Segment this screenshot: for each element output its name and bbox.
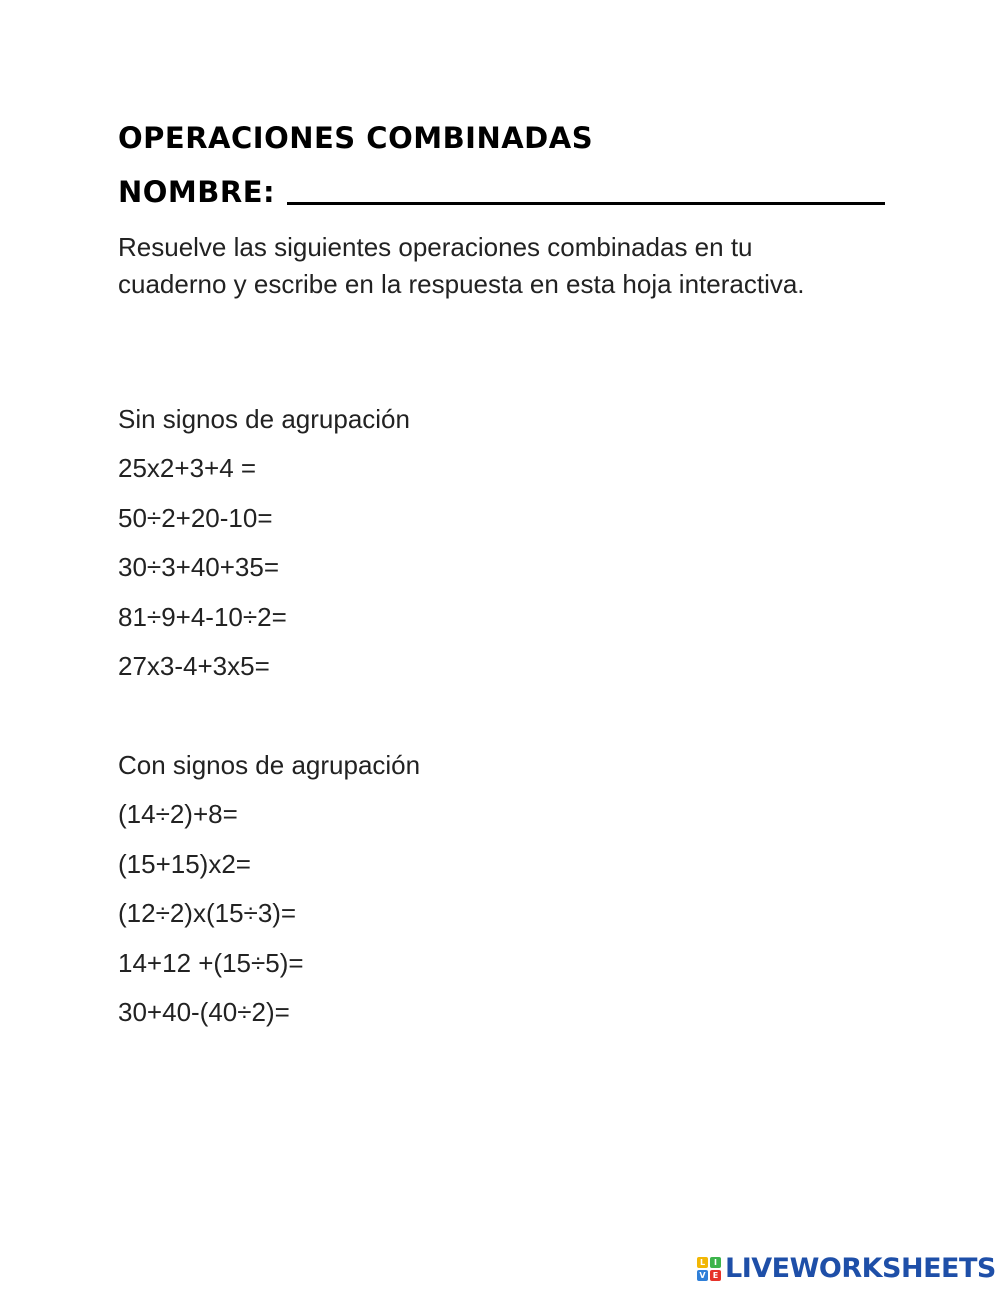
operation-item: 30+40-(40÷2)= <box>118 997 290 1027</box>
operation-item: 81÷9+4-10÷2= <box>118 601 287 632</box>
operation-item: 30÷3+40+35= <box>118 552 280 582</box>
logo-block: L <box>697 1257 708 1268</box>
operation-item: 14+12 +(15÷5)= <box>118 947 304 978</box>
logo-block: V <box>697 1270 708 1281</box>
name-blank-line[interactable] <box>287 202 885 205</box>
operation-item: 50÷2+20-10= <box>118 502 273 533</box>
operations-list-no-grouping <box>118 451 287 699</box>
liveworksheets-logo <box>697 1254 996 1284</box>
section-heading-with-grouping: Con signos de agrupación <box>118 750 421 780</box>
operation-item: 27x3-4+3x5= <box>118 651 270 681</box>
brand-name: LIVEWORKSHEETS <box>725 1253 996 1284</box>
name-row <box>118 172 885 212</box>
logo-block: E <box>710 1270 721 1281</box>
section-heading-no-grouping: Sin signos de agrupación <box>118 404 410 434</box>
name-label: NOMBRE: <box>118 175 276 209</box>
operation-item: (14÷2)+8= <box>118 799 238 829</box>
operation-item: (12÷2)x(15÷3)= <box>118 898 297 928</box>
operations-list-with-grouping <box>118 797 304 1045</box>
logo-blocks-icon <box>697 1257 721 1281</box>
worksheet-title: OPERACIONES COMBINADAS <box>118 121 594 155</box>
operation-item: 25x2+3+4 = <box>118 453 257 483</box>
operation-item: (15+15)x2= <box>118 848 251 879</box>
logo-block: I <box>710 1257 721 1268</box>
instructions-text: Resuelve las siguientes operaciones combinadas en tu cuaderno y escribe en la respuesta en esta hoja interactiva. <box>118 232 805 299</box>
